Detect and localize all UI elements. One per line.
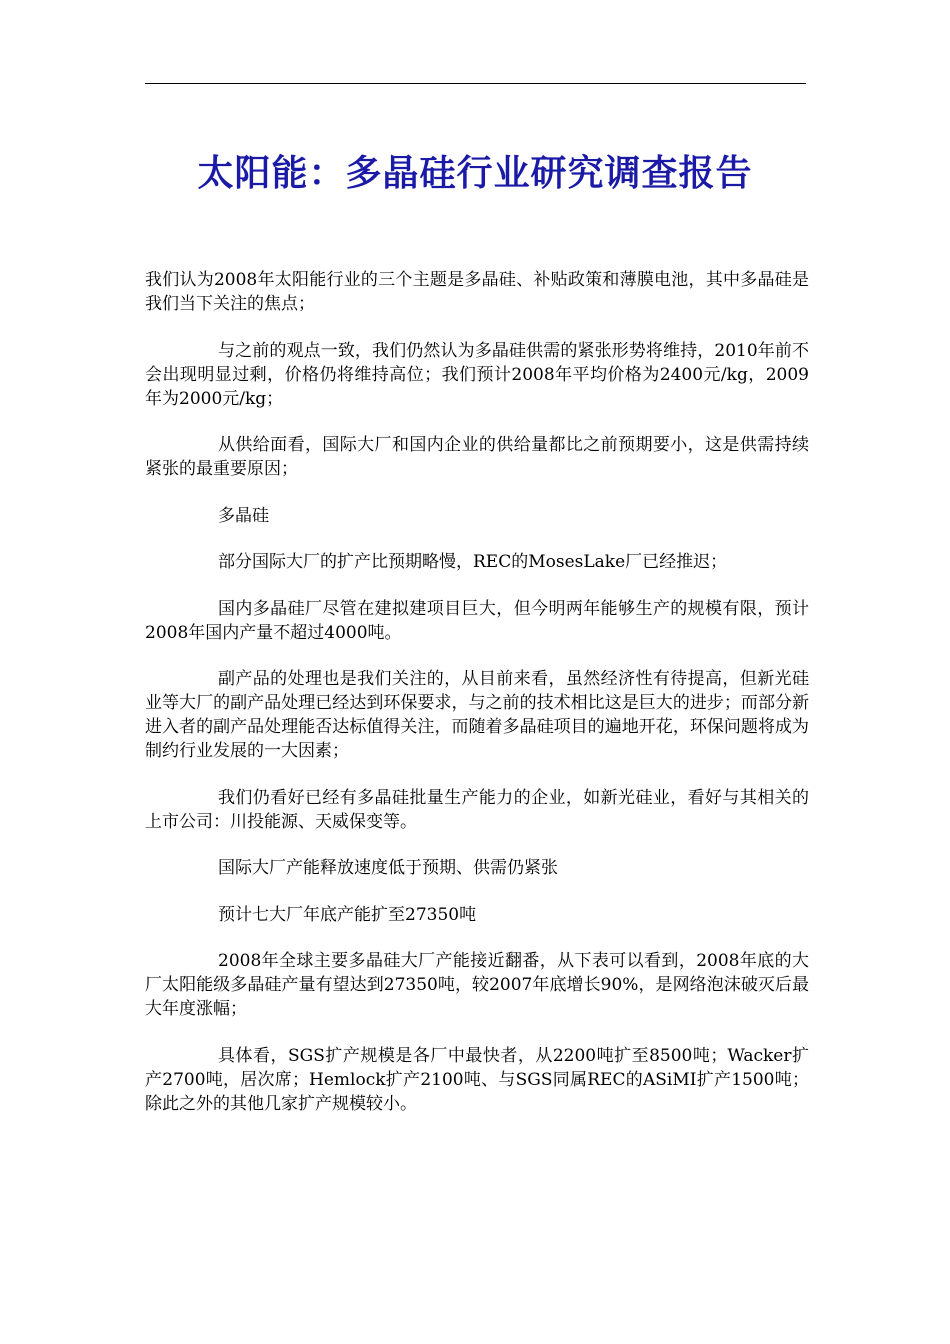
document-body [145,268,809,1138]
paragraph-1: 我们认为2008年太阳能行业的三个主题是多晶硅、补贴政策和薄膜电池，其中多晶硅是我们当下关注的焦点； [145,270,809,314]
document-title: 太阳能：多晶硅行业研究调查报告 [197,153,753,194]
paragraph-8: 我们仍看好已经有多晶硅批量生产能力的企业，如新光硅业，看好与其相关的上市公司：川投能源、天威保变等。 [145,787,809,832]
paragraph-11: 2008年全球主要多晶硅大厂产能接近翻番，从下表可以看到，2008年底的大厂太阳能级多晶硅产量有望达到27350吨，较2007年底增长90%，是网络泡沫破灭后最大年度涨幅； [145,951,809,1019]
paragraph-3: 从供给面看，国际大厂和国内企业的供给量都比之前预期要小，这是供需持续紧张的最重要原因； [145,435,809,479]
paragraph-6: 国内多晶硅厂尽管在建拟建项目巨大，但今明两年能够生产的规模有限，预计2008年国内产量不超过4000吨。 [145,598,809,643]
paragraph-5: 部分国际大厂的扩产比预期略慢，REC的MosesLake厂已经推迟； [218,552,728,572]
paragraph-4: 多晶硅 [218,505,269,526]
header-rule [145,83,806,84]
paragraph-12: 具体看，SGS扩产规模是各厂中最快者，从2200吨扩至8500吨；Wacker扩产2700吨，居次席；Hemlock扩产2100吨、与SGS同属REC的ASiMI扩产1500吨；除此之外的其他几家扩产规模较小。 [145,1045,809,1114]
paragraph-7: 副产品的处理也是我们关注的，从目前来看，虽然经济性有待提高，但新光硅业等大厂的副产品处理已经达到环保要求，与之前的技术相比这是巨大的进步；而部分新进入者的副产品处理能否达标值得关注，而随着多晶硅项目的遍地开花，环保问题将成为制约行业发展的一大因素； [145,669,809,761]
paragraph-10: 预计七大厂年底产能扩至27350吨 [218,904,477,925]
paragraph-9: 国际大厂产能释放速度低于预期、供需仍紧张 [218,858,558,878]
paragraph-2: 与之前的观点一致，我们仍然认为多晶硅供需的紧张形势将维持，2010年前不会出现明显过剩，价格仍将维持高位；我们预计2008年平均价格为2400元/kg，2009年为2000元/kg； [145,340,809,409]
